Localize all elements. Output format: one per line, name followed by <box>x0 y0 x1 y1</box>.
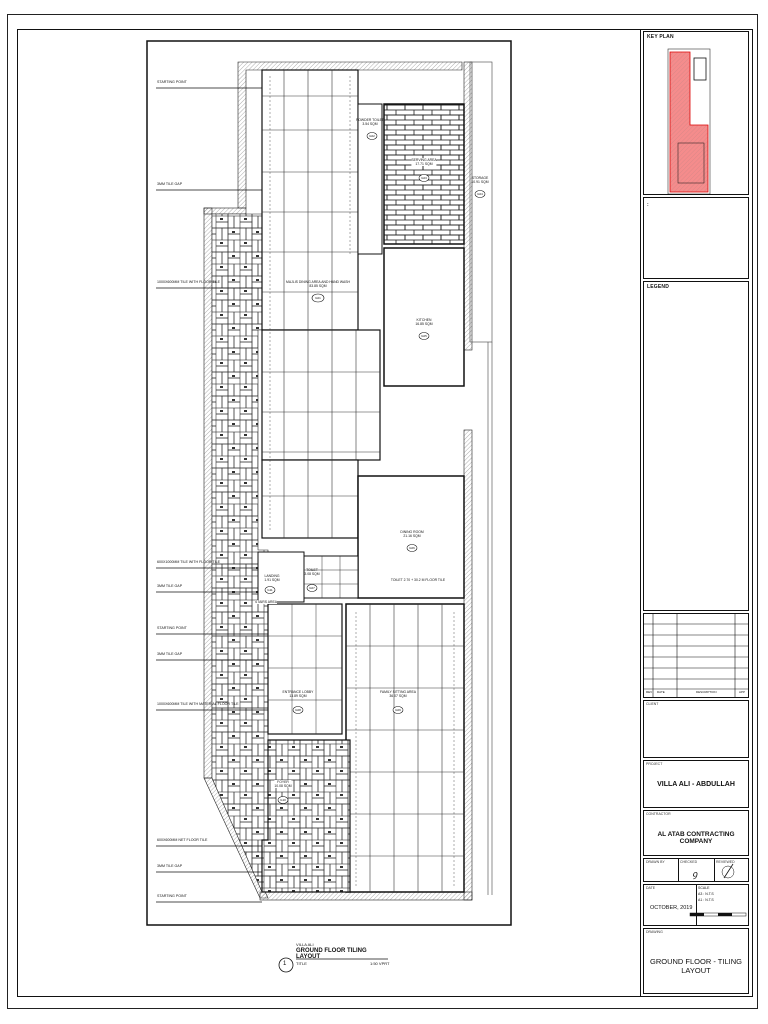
signature-mark: ꝯ <box>692 870 698 880</box>
scale-a1: A1 : N.T.S <box>698 898 714 902</box>
room-label: MAJLIS DINING AREA AND HAND WASH 83.85 SQM <box>286 280 350 288</box>
annotation-starting-point: STARTING POINT <box>157 894 187 898</box>
room-label: LANDING 1.91 SQM <box>264 574 280 582</box>
drawing-name: GROUND FLOOR - TILING LAYOUT <box>650 957 742 975</box>
contractor-panel <box>643 810 749 856</box>
drawing-label: DRAWING <box>646 930 663 934</box>
room-label: SERVING AREA 17.71 SQM <box>411 158 437 166</box>
date-value: OCTOBER, 2019 <box>650 905 693 911</box>
checked-label: CHECKED <box>680 860 698 864</box>
annotation-tile-spec: 600X1000MM TILE WITH FLOOR TILE <box>157 560 220 564</box>
room-tag: G09 <box>395 708 401 712</box>
legend-panel <box>643 281 749 611</box>
approvals-panel <box>643 858 749 882</box>
date-panel <box>643 884 749 926</box>
annotation-tile-gap: 3MM TILE GAP <box>157 652 183 656</box>
room-label: STORAGE 10.91 SQM <box>471 176 489 184</box>
plan-number: 1 <box>283 961 287 967</box>
annotation-tile-gap: 3MM TILE GAP <box>157 584 183 588</box>
project-panel <box>643 760 749 808</box>
room-tag: G04 <box>477 192 483 196</box>
room-tag: G02 <box>369 134 375 138</box>
project-name: VILLA ALI - ABDULLAH <box>657 781 735 788</box>
drawing-panel <box>643 928 749 994</box>
project-label: PROJECT <box>646 762 663 766</box>
room-label: KITCHEN 16.85 SQM <box>415 318 433 326</box>
room-tag: G06 <box>409 546 415 550</box>
revision-table <box>643 613 749 698</box>
annotation-note: STAIRS AREA <box>255 600 277 604</box>
revision-header: REV <box>646 690 653 694</box>
scale-label: SCALE <box>698 886 710 890</box>
revision-header: DESCRIPTION <box>696 690 717 694</box>
client-panel <box>643 700 749 758</box>
room-label: POWDER TOILET 3.54 SQM <box>356 118 384 126</box>
room-tag: G05 <box>421 334 427 338</box>
notes-label: : <box>647 202 649 208</box>
revision-header: DATE <box>657 690 665 694</box>
annotation-tile-gap: 3MM TILE GAP <box>157 182 183 186</box>
annotation-tile-spec: 1000X600MM TILE WITH MATERIAL FLOOR TILE <box>157 702 239 706</box>
client-label: CLIENT <box>646 702 659 706</box>
annotation-tile-gap: 3MM TILE GAP <box>157 864 183 868</box>
room-tag: G03 <box>421 176 427 180</box>
room-label: ENTRANCE LOBBY 13.89 SQM <box>282 690 314 698</box>
revision-header: APP <box>739 690 746 694</box>
annotation-tile-spec: 1000X600MM TILE WITH FLOOR TILE <box>157 280 220 284</box>
key-plan-panel <box>643 31 749 195</box>
notes-panel <box>643 197 749 279</box>
scale-a3: A3 : N.T.S <box>698 892 714 896</box>
plan-villa: VILLA ALI <box>296 942 314 947</box>
room-label: TOILET 3.08 SQM <box>304 568 320 576</box>
room-label: FAMILY SITTING AREA 36.07 SQM <box>379 690 417 698</box>
room-tag: G10 <box>280 798 286 802</box>
room-tag: G01 <box>315 296 321 300</box>
key-plan-label: KEY PLAN <box>647 34 674 40</box>
plan-heading: GROUND FLOOR TILING LAYOUT <box>296 948 367 960</box>
reviewed-label: REVIEWED <box>716 860 735 864</box>
room-tag: G11 <box>267 588 273 592</box>
annotation-starting-point: STARTING POINT <box>157 80 187 84</box>
plan-sub: TITLE <box>296 961 307 966</box>
legend-label: LEGEND <box>647 284 670 290</box>
plan-scale: 1:50 VPRT <box>370 961 390 966</box>
room-tag: G07 <box>309 586 315 590</box>
plan-title <box>275 940 390 976</box>
room-label: FOYER 10.08 SQM <box>274 780 292 788</box>
date-label: DATE <box>646 886 656 890</box>
annotation-tile-spec: 600X600MM NET FLOOR TILE <box>157 838 208 842</box>
annotation-note: TOILET 2.70 + 30.2 M FLOOR TILE <box>390 578 446 582</box>
room-label: DINING ROOM 21.16 SQM <box>400 530 424 538</box>
drawn-by-label: DRAWN BY <box>646 860 665 864</box>
room-tag: G08 <box>295 708 301 712</box>
contractor-label: CONTRACTOR <box>646 812 671 816</box>
contractor-name: AL ATAB CONTRACTING COMPANY <box>657 831 735 845</box>
annotation-starting-point: STARTING POINT <box>157 626 187 630</box>
